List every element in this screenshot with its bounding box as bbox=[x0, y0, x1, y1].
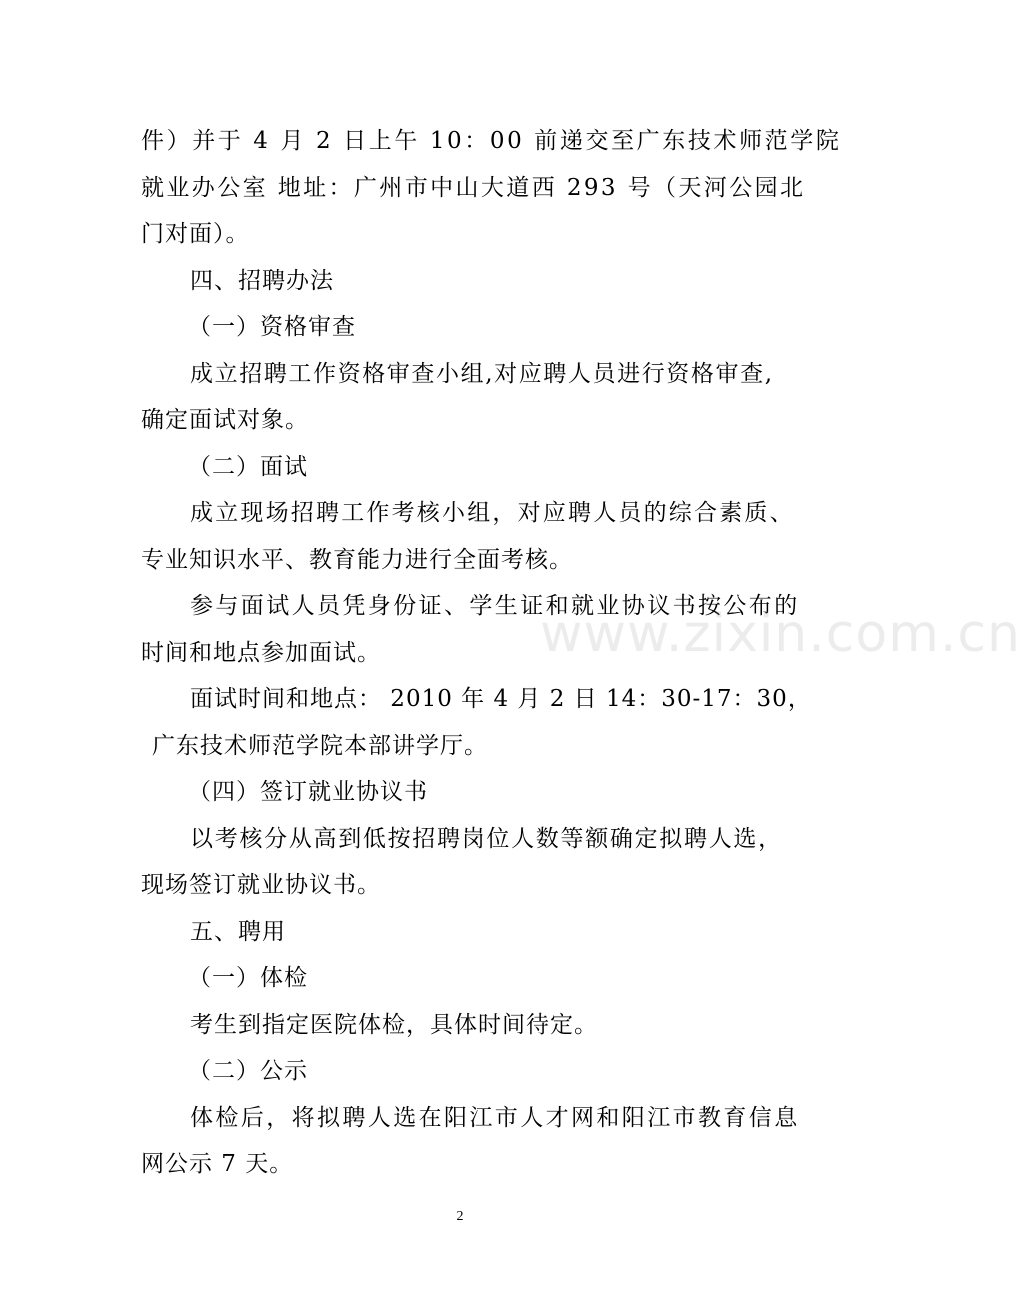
text-line: 就业办公室 地址：广州市中山大道西 293 号（天河公园北 bbox=[141, 175, 806, 201]
subsection-heading: （四）签订就业协议书 bbox=[188, 779, 428, 805]
text-line: 面试时间和地点： 2010 年 4 月 2 日 14：30-17：30， bbox=[190, 686, 812, 712]
watermark: www.zixin.com.cn bbox=[540, 604, 1021, 664]
subsection-heading: （二）面试 bbox=[188, 454, 308, 480]
text-line: 成立招聘工作资格审查小组,对应聘人员进行资格审查, bbox=[190, 361, 774, 387]
text-line: 以考核分从高到低按招聘岗位人数等额确定拟聘人选， bbox=[190, 826, 783, 852]
text-line: 网公示 7 天。 bbox=[141, 1151, 294, 1177]
section-heading-5: 五、聘用 bbox=[190, 919, 286, 945]
text-line: 广东技术师范学院本部讲学厅。 bbox=[152, 733, 488, 759]
text-line: 考生到指定医院体检，具体时间待定。 bbox=[190, 1012, 598, 1038]
text-line: 件）并于 4 月 2 日上午 10：00 前递交至广东技术师范学院 bbox=[141, 128, 842, 154]
text-line: 体检后，将拟聘人选在阳江市人才网和阳江市教育信息 bbox=[190, 1105, 800, 1131]
text-line: 参与面试人员凭身份证、学生证和就业协议书按公布的 bbox=[190, 593, 800, 619]
text-line: 时间和地点参加面试。 bbox=[141, 640, 381, 666]
text-line: 现场签订就业协议书。 bbox=[141, 872, 381, 898]
text-line: 门对面）。 bbox=[141, 221, 250, 247]
subsection-heading: （一）资格审查 bbox=[188, 314, 356, 340]
text-line: 确定面试对象。 bbox=[141, 407, 309, 433]
text-line: 成立现场招聘工作考核小组，对应聘人员的综合素质、 bbox=[190, 500, 795, 526]
section-heading-4: 四、招聘办法 bbox=[190, 268, 334, 294]
subsection-heading: （二）公示 bbox=[188, 1058, 308, 1084]
page-number: 2 bbox=[456, 1209, 464, 1224]
text-line: 专业知识水平、教育能力进行全面考核。 bbox=[141, 547, 573, 573]
subsection-heading: （一）体检 bbox=[188, 965, 308, 991]
